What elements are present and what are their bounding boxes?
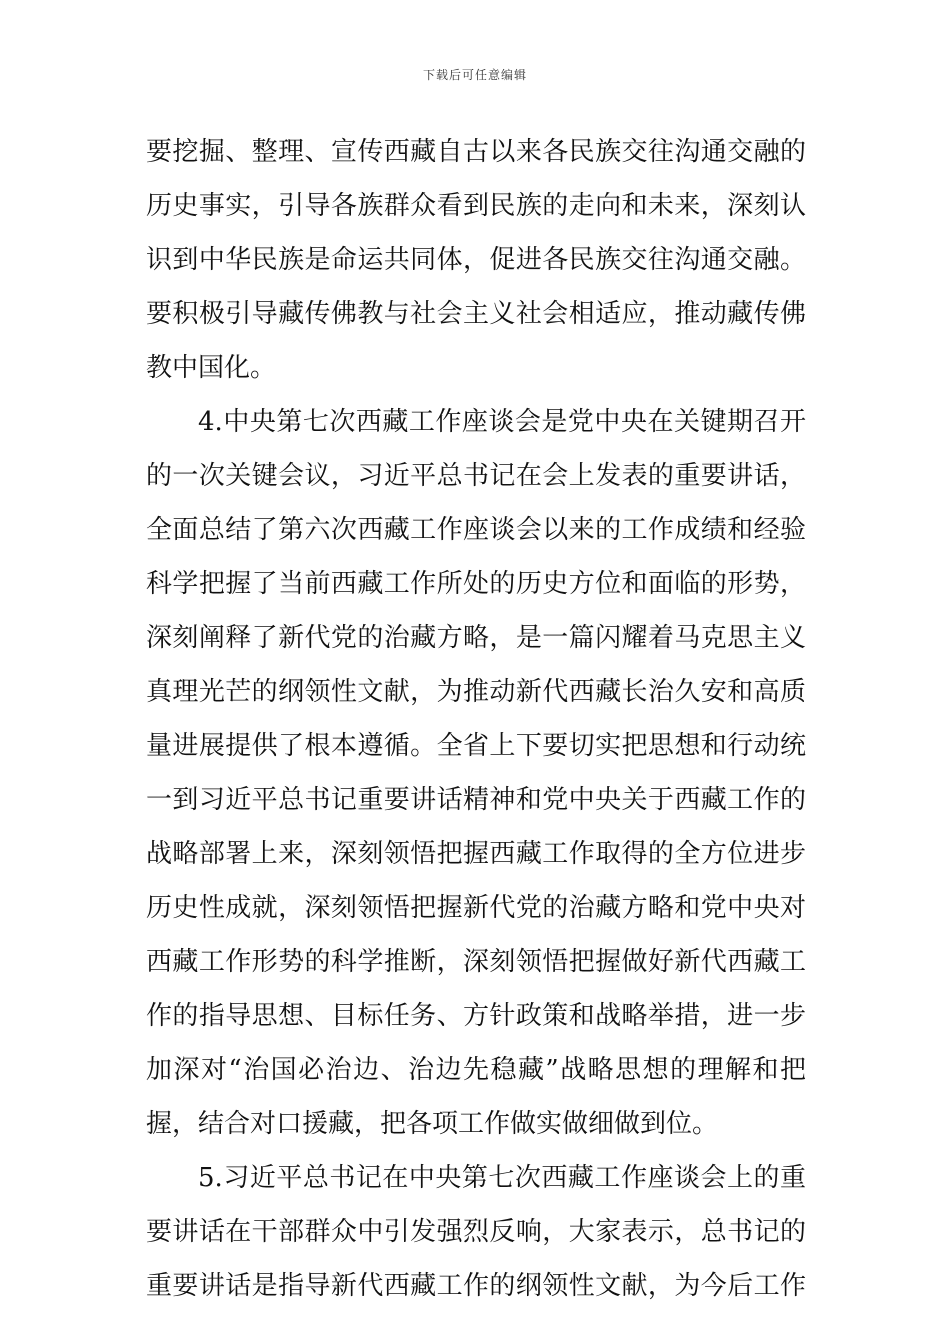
text-line: 真理光芒的纲领性文献，为推动新代西藏长治久安和高质: [146, 677, 806, 707]
text-line: 历史性成就，深刻领悟把握新代党的治藏方略和党中央对: [146, 893, 806, 923]
text-line: 战略部署上来，深刻领悟把握西藏工作取得的全方位进步: [146, 839, 806, 869]
text-line: 科学把握了当前西藏工作所处的历史方位和面临的形势，: [146, 569, 806, 599]
text-line: 要挖掘、整理、宣传西藏自古以来各民族交往沟通交融的: [146, 137, 806, 167]
text-line: 量进展提供了根本遵循。全省上下要切实把思想和行动统: [146, 731, 806, 761]
text-line: 4.中央第七次西藏工作座谈会是党中央在关键期召开: [198, 407, 806, 437]
text-line: 加深对“治国必治边、治边先稳藏”战略思想的理解和把: [146, 1055, 806, 1085]
document-body: [146, 125, 806, 1313]
text-line: 要讲话在干部群众中引发强烈反响，大家表示，总书记的: [146, 1217, 806, 1247]
text-line: 历史事实，引导各族群众看到民族的走向和未来，深刻认: [146, 191, 806, 221]
text-line: 西藏工作形势的科学推断，深刻领悟把握做好新代西藏工: [146, 947, 806, 977]
text-line: 作的指导思想、目标任务、方针政策和战略举措，进一步: [146, 1001, 806, 1031]
page-header: 下载后可任意编辑: [422, 68, 527, 82]
text-line: 要积极引导藏传佛教与社会主义社会相适应，推动藏传佛: [146, 299, 806, 329]
text-line: 的一次关键会议，习近平总书记在会上发表的重要讲话，: [146, 461, 806, 491]
text-line: 5.习近平总书记在中央第七次西藏工作座谈会上的重: [198, 1163, 806, 1193]
text-line: 识到中华民族是命运共同体，促进各民族交往沟通交融。: [146, 245, 806, 275]
text-line: 重要讲话是指导新代西藏工作的纲领性文献，为今后工作: [146, 1271, 806, 1301]
text-line: 教中国化。: [146, 353, 277, 383]
text-line: 深刻阐释了新代党的治藏方略，是一篇闪耀着马克思主义: [146, 623, 806, 653]
text-line: 一到习近平总书记重要讲话精神和党中央关于西藏工作的: [146, 785, 806, 815]
text-line: 握，结合对口援藏，把各项工作做实做细做到位。: [146, 1109, 719, 1139]
text-line: 全面总结了第六次西藏工作座谈会以来的工作成绩和经验: [146, 515, 806, 545]
